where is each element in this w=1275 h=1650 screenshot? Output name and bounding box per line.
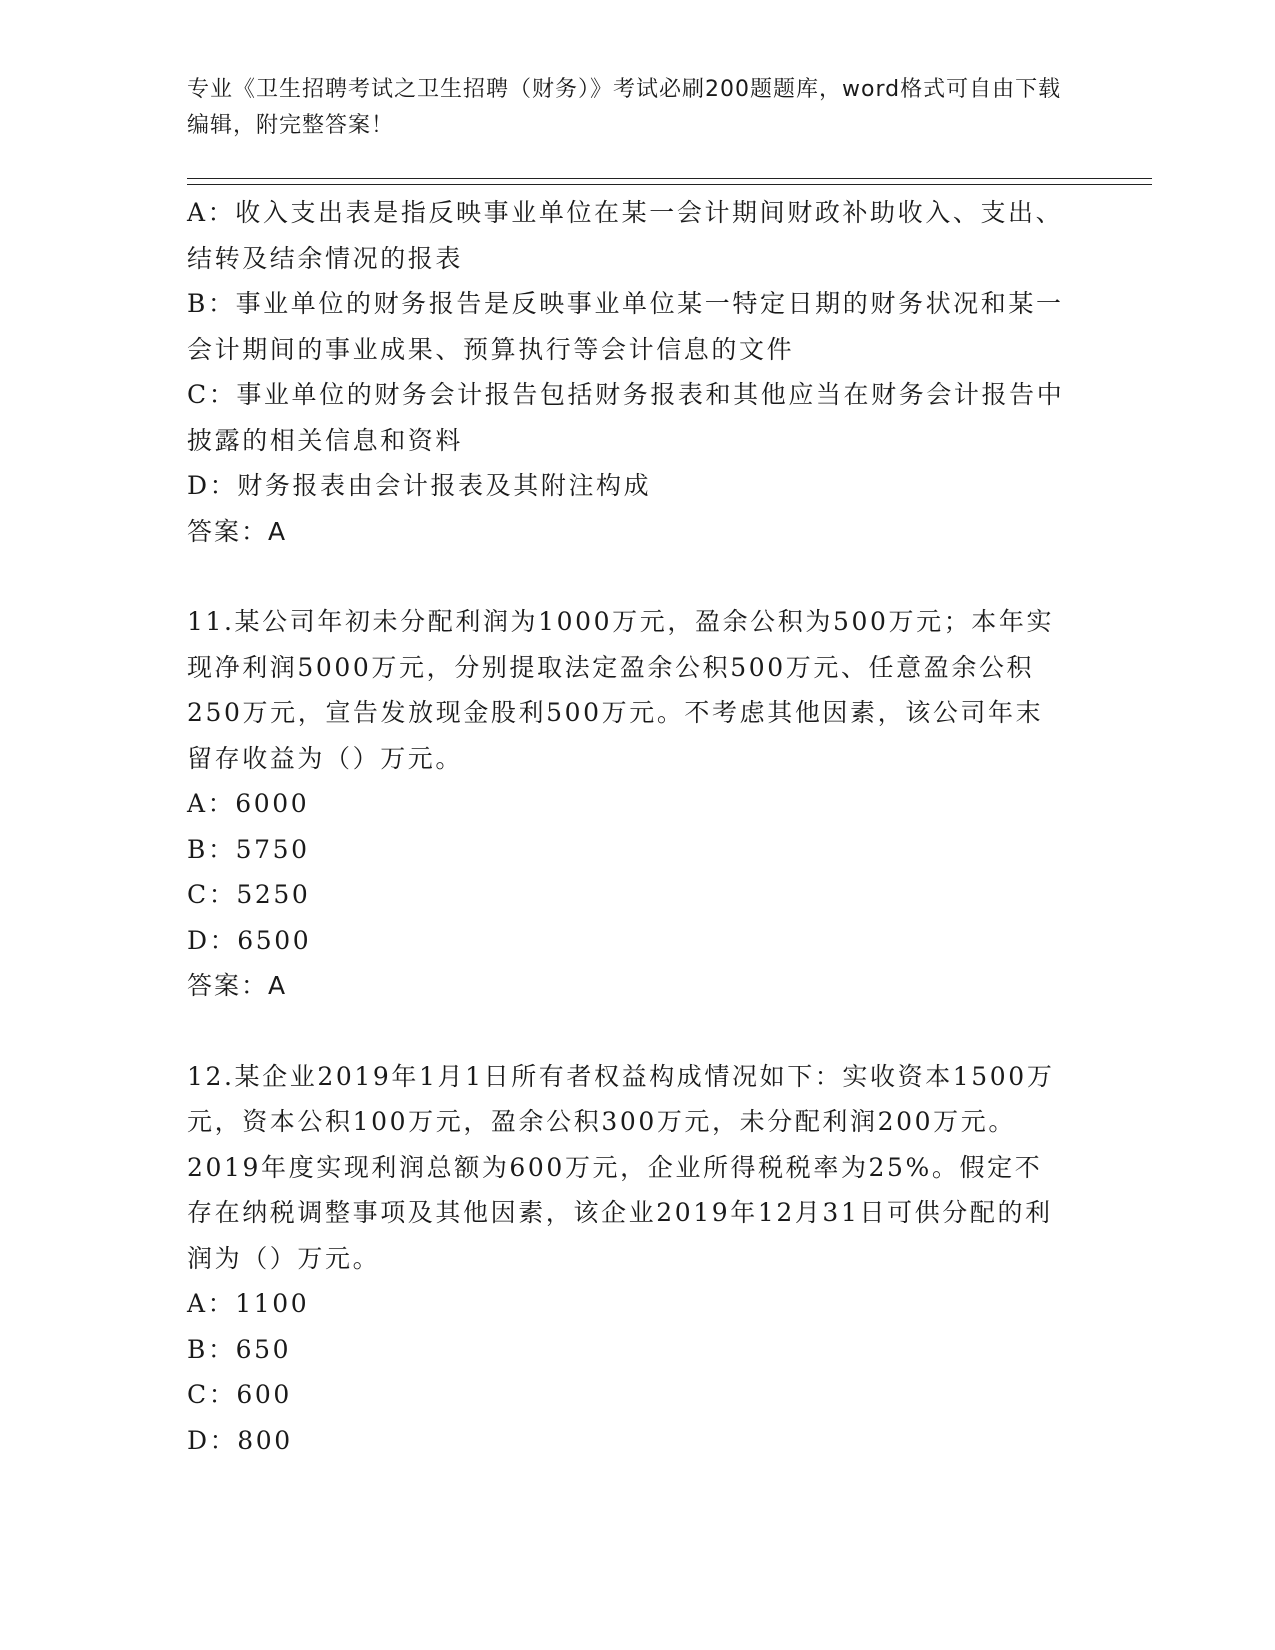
question-10-block: [187, 190, 1067, 554]
header-rule-top: [187, 178, 1152, 179]
option-c: C：600: [187, 1380, 292, 1409]
question-stem: 12.某企业2019年1月1日所有者权益构成情况如下：实收资本1500万元，资本公积100万元，盈余公积300万元，未分配利润200万元。2019年度实现利润总额为600万元，企业所得税税率为25%。假定不存在纳税调整事项及其他因素，该企业2019年12月31日可供分配的利润为（）万元。: [187, 1061, 1055, 1273]
option-a: A：收入支出表是指反映事业单位在某一会计期间财政补助收入、支出、结转及结余情况的报表: [187, 198, 1064, 273]
option-a: A：1100: [187, 1289, 310, 1318]
option-b: B：650: [187, 1334, 292, 1364]
option-d: D：财务报表由会计报表及其附注构成: [187, 471, 652, 500]
question-content: [187, 190, 1067, 1463]
document-title: 专业《卫生招聘考试之卫生招聘（财务）》考试必刷200题题库，word格式可自由下载编辑，附完整答案！: [187, 77, 1062, 138]
spacer: [187, 1009, 1067, 1054]
question-11-block: [187, 599, 1067, 1009]
option-c: C：事业单位的财务会计报告包括财务报表和其他应当在财务会计报告中披露的相关信息和资料: [187, 380, 1065, 455]
option-b: B：5750: [187, 834, 310, 864]
option-b: B：事业单位的财务报告是反映事业单位某一特定日期的财务状况和某一会计期间的事业成果、预算执行等会计信息的文件: [187, 289, 1064, 364]
header-rule-bottom: [187, 184, 1152, 185]
answer-label: 答案：A: [187, 971, 288, 1000]
spacer: [187, 554, 1067, 599]
option-d: D：6500: [187, 925, 312, 955]
option-c: C：5250: [187, 880, 311, 909]
option-a: A：6000: [187, 789, 310, 818]
option-d: D：800: [187, 1425, 293, 1455]
question-stem: 11.某公司年初未分配利润为1000万元，盈余公积为500万元；本年实现净利润5000万元，分别提取法定盈余公积500万元、任意盈余公积250万元，宣告发放现金股利500万元。不考虑其他因素，该公司年末留存收益为（）万元。: [187, 607, 1055, 773]
question-12-block: [187, 1054, 1067, 1464]
answer-label: 答案：A: [187, 516, 288, 546]
